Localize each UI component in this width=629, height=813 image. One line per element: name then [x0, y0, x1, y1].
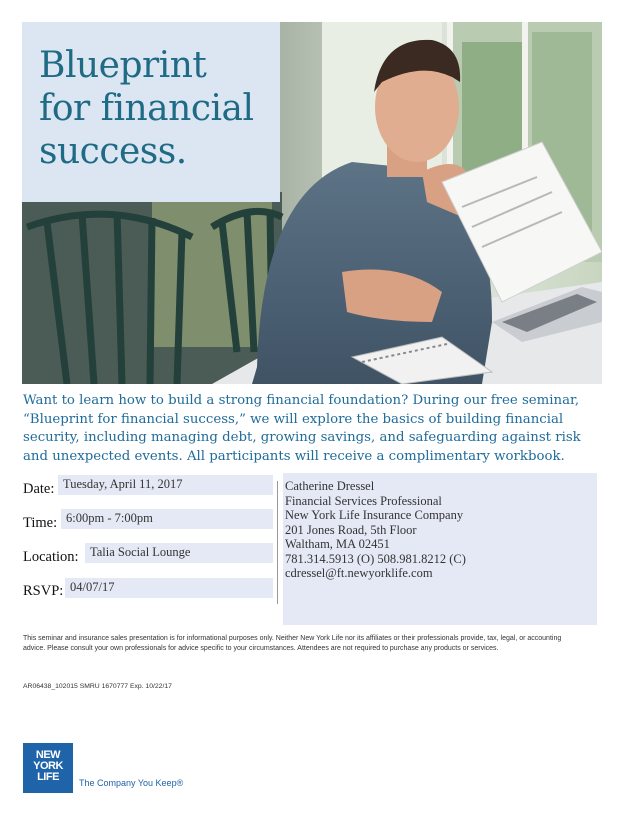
- contact-role: Financial Services Professional: [285, 493, 442, 508]
- disclaimer: This seminar and insurance sales presentation is for informational purposes only. Neither New York Life nor its affiliates or their professionals provide, tax, legal, or accounting advice. Please consult your own professionals for advice specific to your circumstances. Attendees are not required to purchase any products or services.: [23, 635, 562, 652]
- contact-company: New York Life Insurance Company: [285, 508, 464, 522]
- contact-phones: 781.314.5913 (O) 508.981.8212 (C): [285, 551, 466, 566]
- logo-line-3: LIFE: [37, 771, 59, 783]
- date-label: Date:: [23, 481, 55, 497]
- contact-email: cdressel@ft.newyorklife.com: [285, 566, 433, 580]
- title-panel: [22, 22, 280, 202]
- rsvp-label: RSVP:: [23, 583, 64, 599]
- intro-paragraph: Want to learn how to build a strong financial foundation? During our free seminar, “Blueprint for financial success,” we will explore the basics of building financial security, including managing debt, growing savings, and safeguarding against risk and unexpected events. All participants will receive a complimentary workbook.: [23, 393, 581, 464]
- rsvp-field: 04/07/17: [65, 578, 273, 598]
- divider: [277, 481, 278, 604]
- time-field: 6:00pm - 7:00pm: [61, 509, 273, 529]
- contact-box: [283, 473, 597, 625]
- logo-line-1: NEW: [35, 749, 61, 761]
- document-code: AR06438_102015 SMRU 1670777 Exp. 10/22/17: [23, 683, 172, 690]
- logo-line-2: YORK: [33, 760, 63, 772]
- contact-city: Waltham, MA 02451: [285, 537, 390, 551]
- date-field: Tuesday, April 11, 2017: [58, 475, 273, 495]
- headline-line-1: Blueprint: [39, 45, 207, 86]
- contact-street: 201 Jones Road, 5th Floor: [285, 522, 417, 537]
- time-label: Time:: [23, 515, 58, 531]
- headline: [39, 44, 279, 173]
- contact-name: Catherine Dressel: [285, 479, 375, 493]
- location-field: Talia Social Lounge: [85, 543, 273, 563]
- new-york-life-logo: [23, 743, 73, 793]
- headline-line-2: for financial: [39, 88, 254, 129]
- location-label: Location:: [23, 549, 79, 565]
- logo-tagline: The Company You Keep®: [79, 778, 184, 788]
- headline-line-3: success.: [39, 131, 187, 172]
